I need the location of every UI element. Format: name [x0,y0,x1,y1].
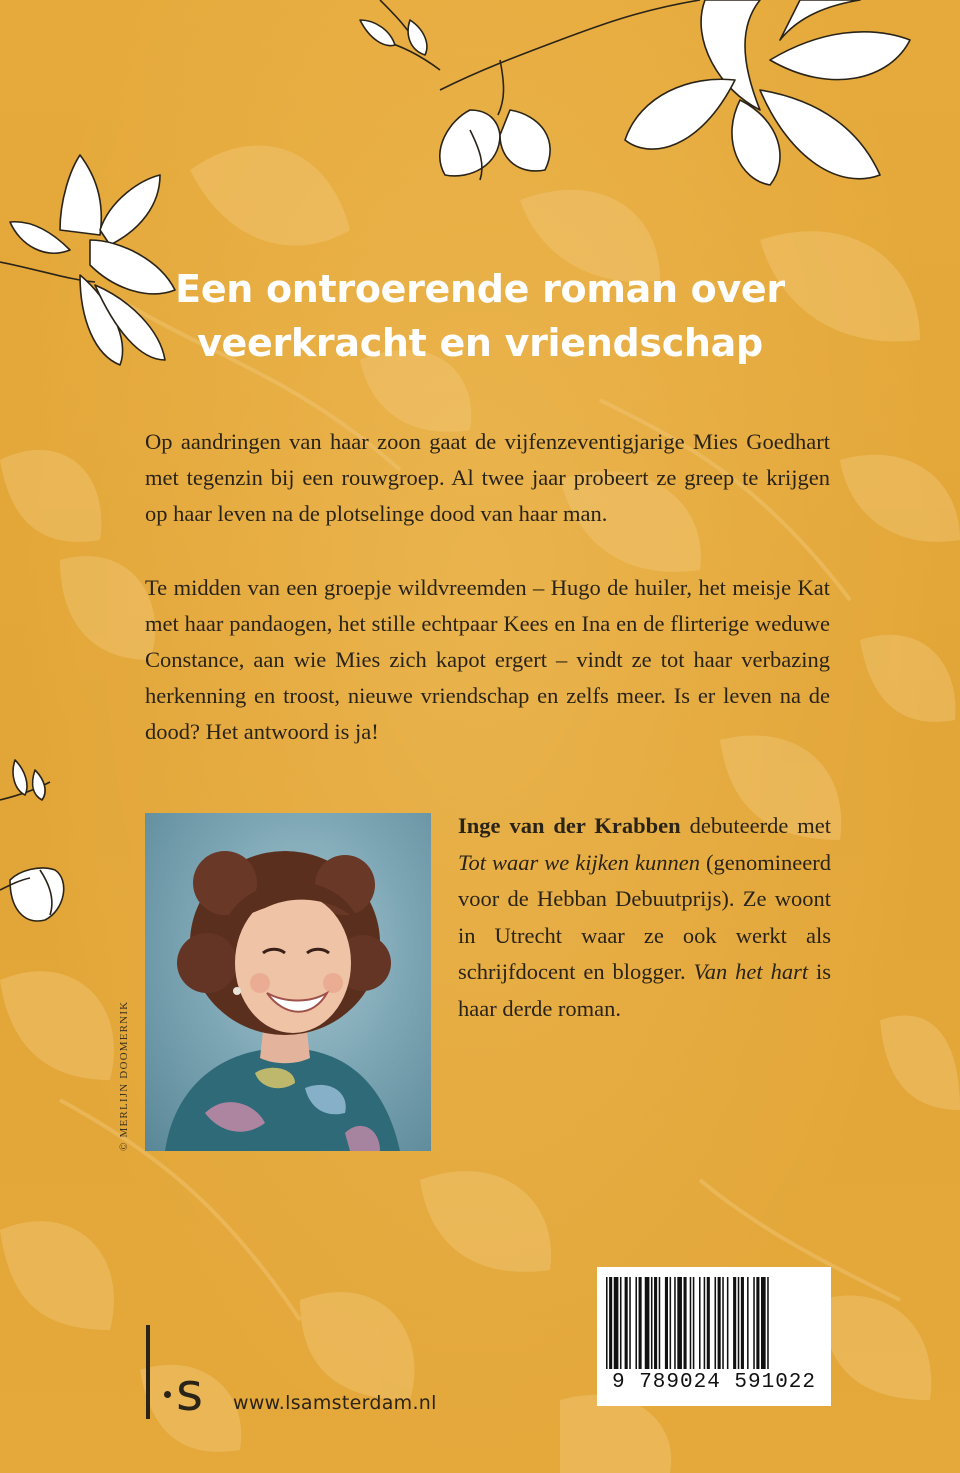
barcode-bar [747,1277,749,1369]
barcode-bar [645,1277,650,1369]
barcode-bar [722,1277,724,1369]
barcode-bar [756,1277,759,1369]
photo-credit: © MERLIJN DOOMERNIK [118,1000,130,1151]
barcode-bar [699,1277,701,1369]
barcode-bar [614,1277,619,1369]
barcode-bar [654,1277,657,1369]
blurb-paragraph-1 [145,424,830,532]
barcode-bar [684,1277,687,1369]
barcode-bar [639,1277,642,1369]
barcode-bar [629,1277,631,1369]
publisher-website: www.lsamsterdam.nl [233,1392,437,1414]
barcode-bar [707,1277,710,1369]
headline-line-1: Een ontroerende roman over [175,267,785,311]
author-photo [145,813,431,1151]
logo-letter: s [176,1363,204,1423]
barcode-bar [727,1277,729,1369]
bio-text-2: (genomineerd voor de Hebban Debuutprijs). Ze woont in Utrecht waar ze ook werkt als schrijfdocent en blogger. [458,849,831,984]
barcode-bar [665,1277,668,1369]
headline [150,262,810,370]
barcode-bar [738,1277,740,1369]
isbn-number: 9 789024 591022 [611,1371,817,1394]
barcode [597,1267,831,1406]
barcode-bar [704,1277,706,1369]
barcode-bar [670,1277,672,1369]
barcode-bar [733,1277,736,1369]
barcode-bar [761,1277,766,1369]
logo-bar [146,1325,150,1419]
barcode-bar [715,1277,717,1369]
barcode-bar [718,1277,721,1369]
barcode-bar [651,1277,653,1369]
barcode-bar [609,1277,612,1369]
blurb-paragraph-2-text: Te midden van een groepje wildvreemden – Hugo de huiler, het meisje Kat met haar pandaogen, het stille echtpaar Kees en Ina en de flirterige weduwe Constance, aan wie Mies zich kapot ergert – vindt ze tot haar verbazing herkenning en troost, nieuwe vriendschap en zelfs meer. Is er leven na de dood? Het antwoord is ja! [145,575,830,744]
bio-text-3: is haar derde roman. [458,959,832,1021]
barcode-bar [674,1277,676,1369]
logo-dot [164,1391,171,1398]
barcode-bar [767,1277,769,1369]
barcode-bar [693,1277,695,1369]
bio-text-1: debuteerde met [680,813,831,838]
barcode-bar [677,1277,682,1369]
barcode-bar [753,1277,755,1369]
blurb-paragraph-2 [145,570,830,750]
headline-line-2: veerkracht en vriendschap [197,321,763,365]
barcode-bar [690,1277,692,1369]
barcode-bar [635,1277,637,1369]
barcode-bars [604,1277,824,1369]
author-portrait-illustration [145,813,431,1151]
barcode-bar [741,1277,744,1369]
barcode-bar [620,1277,622,1369]
author-name: Inge van der Krabben [458,813,681,838]
publisher-logo [140,1325,220,1425]
barcode-bar [625,1277,628,1369]
debut-title: Tot waar we kijken kunnen [458,849,701,875]
barcode-bar [606,1277,608,1369]
barcode-bar [659,1277,661,1369]
blurb-paragraph-1-text: Op aandringen van haar zoon gaat de vijfenzeventigjarige Mies Goedhart met tegenzin bij een rouwgroep. Al twee jaar probeert ze greep te krijgen op haar leven na de plotselinge dood van haar man. [145,429,830,526]
book-title: Van het hart [693,959,809,984]
author-bio [458,808,831,1027]
